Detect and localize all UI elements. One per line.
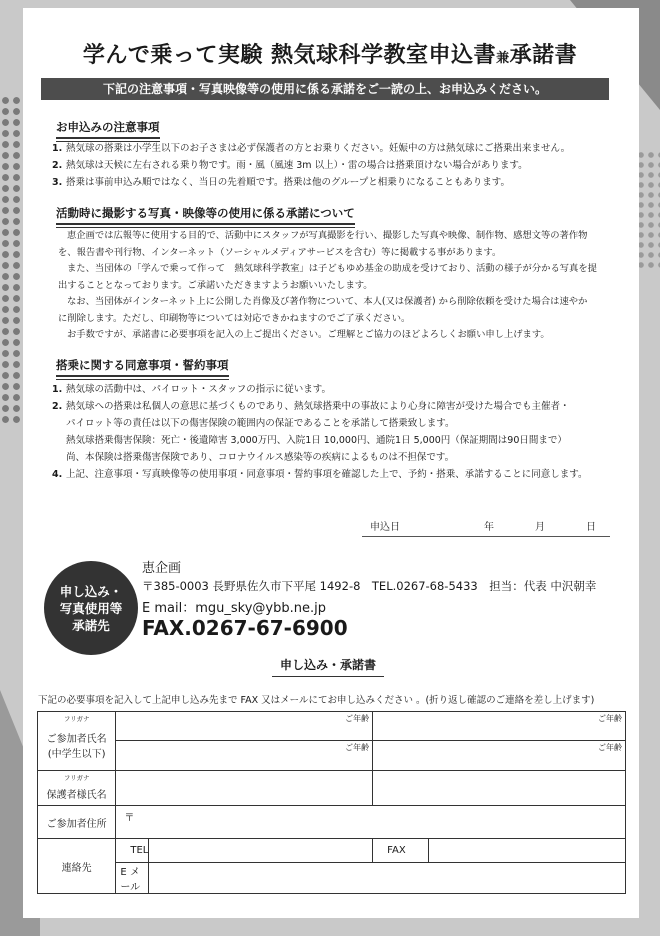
list-item: 1. 熱気球の搭乗は小学生以下のお子さまは必ず保護者の方とお乗りください。妊娠中の方は熱気球にご搭乗出来ません。 <box>52 143 571 154</box>
date-day-label: 日 <box>586 522 596 533</box>
application-date-field[interactable] <box>362 516 610 537</box>
decorative-dots-right <box>636 150 660 270</box>
contact-label: 連絡先 <box>38 839 116 894</box>
organization-email[interactable]: E mail：mgu_sky@ybb.ne.jp <box>142 601 326 616</box>
date-label: 申込日 <box>370 522 400 533</box>
section-heading-notes: お申込みの注意事項 <box>56 119 160 139</box>
photo-consent-text: 恵企画では広報等に使用する目的で、活動中にスタッフが写真撮影を行い、撮影した写真や映像、制作物、感想文等の著作物 を、報告書や刊行物、インターネット（ソーシャルメディアサービスを含む）等に掲載する事があります。 また、当団体の「学んで乗って作って 熱気球科学教室」は子どもゆめ基金の助成を受けており、活動の様子が分かる写真を提 出することとなっております。ご承諾いただきますようお願いいたします。 なお、当団体がインターネット上に公開した肖像及び著作物について、本人(又は保護者) から削除依頼を受けた場合は速やか に削除します。ただし、印刷物等については対応できかねますのでご了承ください。 お手数ですが、承諾書に必要事項を記入の上ご提出ください。ご理解とご協力のほどよろしくお願い申し上げます。 <box>58 230 597 340</box>
section-heading-boarding-agreement: 搭乗に関する同意事項・誓約事項 <box>56 357 229 377</box>
notes-list <box>52 140 612 191</box>
list-item: 2. 熱気球への搭乗は私個人の意思に基づくものであり、熱気球搭乗中の事故により心身に障害が受けた場合でも主催者・ <box>52 401 570 412</box>
participant-name-field-2[interactable]: ご年齢 <box>373 712 626 741</box>
title-end: 承諾書 <box>509 43 578 68</box>
list-item: パイロット等の責任は以下の傷害保険の範囲内の保証であることを承諾して搭乗致します。 <box>66 418 455 429</box>
guardian-name-label: フリガナ 保護者様氏名 <box>38 771 116 806</box>
tel-label: TEL <box>116 839 149 863</box>
form-title: 申し込み・承諾書 <box>272 656 384 677</box>
participant-name-field-4[interactable]: ご年齢 <box>373 741 626 771</box>
fax-field[interactable] <box>428 839 625 863</box>
list-item: 熱気球搭乗傷害保険：死亡・後遺障害 3,000万円、入院1日 10,000円、通院1日 5,000円（保証期間は90日間まで） <box>66 435 567 446</box>
decorative-dots-left <box>0 95 22 425</box>
email-label: E メール <box>116 863 149 894</box>
list-item: 4. 上記、注意事項・写真映像等の使用事項・同意事項・誓約事項を確認した上で、予約・搭乗、承諾することに同意します。 <box>52 469 588 480</box>
application-form-table <box>37 711 626 894</box>
tel-field[interactable] <box>149 839 373 863</box>
address-field[interactable]: 〒 <box>116 806 626 839</box>
list-item: 3. 搭乗は事前申込み順ではなく、当日の先着順です。搭乗は他のグループと相乗りになることもあります。 <box>52 177 511 188</box>
address-label: ご参加者住所 <box>38 806 116 839</box>
guardian-name-field-1[interactable] <box>116 771 373 806</box>
participant-name-field-3[interactable]: ご年齢 <box>116 741 373 771</box>
organization-address: 〒385-0003 長野県佐久市下平尾 1492-8 TEL.0267-68-5433 担当：代表 中沢朝幸 <box>142 579 597 593</box>
date-year-label: 年 <box>484 522 494 533</box>
organization-fax: FAX.0267-67-6900 <box>142 616 348 640</box>
participant-name-field-1[interactable]: ご年齢 <box>116 712 373 741</box>
fax-label: FAX <box>373 839 429 863</box>
list-item: 1. 熱気球の活動中は、パイロット・スタッフの指示に従います。 <box>52 384 332 395</box>
notice-banner: 下記の注意事項・写真映像等の使用に係る承諾をご一読の上、お申込みください。 <box>41 78 609 100</box>
section-heading-photo-consent: 活動時に撮影する写真・映像等の使用に係る承諾について <box>56 205 355 225</box>
form-instruction: 下記の必要事項を記入して上記申し込み先まで FAX 又はメールにてお申し込みください 。(折り返し確認のご連絡を差し上げます) <box>38 695 595 706</box>
date-month-label: 月 <box>535 522 545 533</box>
guardian-name-field-2[interactable] <box>373 771 626 806</box>
organization-name: 恵企画 <box>142 561 182 576</box>
email-field[interactable] <box>149 863 626 894</box>
title-main: 学んで乗って実験 熱気球科学教室申込書 <box>82 43 497 68</box>
participant-name-label: フリガナ ご参加者氏名 (中学生以下) <box>38 712 116 771</box>
contact-badge: 申し込み・ 写真使用等 承諾先 <box>44 561 138 655</box>
title-ken: 兼 <box>496 51 510 66</box>
agreement-list <box>52 381 612 483</box>
page-title <box>40 38 620 69</box>
list-item: 尚、本保険は搭乗傷害保険であり、コロナウイルス感染等の疾病によるものは不担保です。 <box>66 452 455 463</box>
list-item: 2. 熱気球は天候に左右される乗り物です。雨・風（風速 3m 以上）・雷の場合は搭乗頂けない場合があります。 <box>52 160 528 171</box>
